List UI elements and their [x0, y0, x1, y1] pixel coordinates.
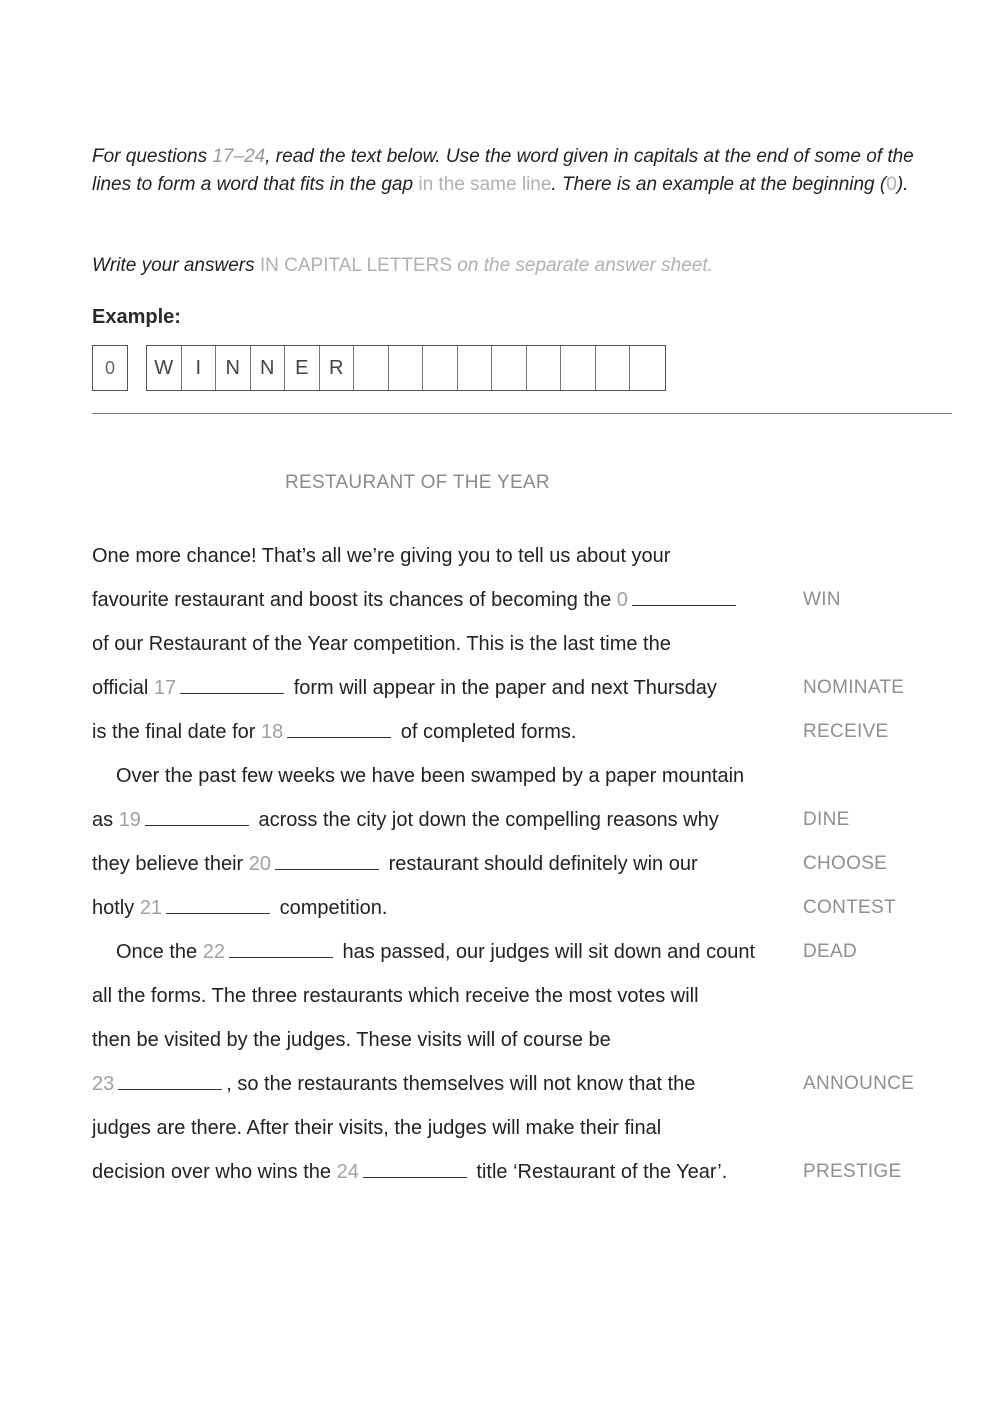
line-content — [92, 853, 698, 875]
question-number: 20 — [248, 853, 272, 875]
text-line — [92, 974, 952, 1018]
line-content — [92, 545, 670, 567]
letter-cell: E — [285, 346, 320, 390]
line-content — [92, 985, 699, 1007]
text-line — [92, 1062, 952, 1106]
answer-gap[interactable] — [363, 1163, 467, 1178]
example-letter-grid — [146, 345, 666, 391]
text-line — [92, 798, 952, 842]
line-text: of our Restaurant of the Year competition. This is the last time the — [92, 633, 671, 655]
line-content — [92, 1073, 695, 1095]
keyword: RECEIVE — [803, 721, 889, 742]
question-number: 0 — [616, 589, 628, 611]
line-text: of completed forms. — [395, 721, 577, 743]
question-number: 24 — [336, 1161, 359, 1183]
answer-gap[interactable] — [118, 1075, 222, 1090]
answer-gap[interactable] — [287, 723, 391, 738]
text-title: RESTAURANT OF THE YEAR — [285, 472, 550, 493]
text-line — [92, 930, 952, 974]
instr-text: For questions — [92, 146, 213, 167]
gapped-text — [92, 534, 952, 1194]
text-line — [92, 1106, 952, 1150]
line-text: One more chance! That’s all we’re giving you to tell us about your — [92, 545, 671, 567]
instr-text: . There is an example at the beginning ( — [551, 173, 887, 195]
question-number: 22 — [202, 941, 225, 963]
line-text: as — [92, 809, 119, 831]
keyword: DINE — [803, 809, 850, 830]
line-content — [92, 589, 740, 611]
letter-cell — [630, 346, 665, 390]
line-content — [92, 677, 717, 699]
text-line — [92, 710, 952, 754]
line-text: competition. — [274, 897, 388, 919]
line-text: official — [92, 677, 154, 699]
line-text: form will appear in the paper and next Thursday — [288, 677, 717, 699]
answer-instructions — [92, 252, 942, 279]
line-text: title ‘Restaurant of the Year’. — [470, 1161, 728, 1183]
line-text: , so the restaurants themselves will not know that the — [226, 1073, 696, 1095]
answer-gap[interactable] — [145, 811, 249, 826]
letter-cell: W — [147, 346, 182, 390]
line-text: restaurant should definitely win our — [383, 853, 698, 875]
line-content — [92, 765, 744, 787]
example-answer-box — [92, 345, 666, 391]
letter-cell — [527, 346, 562, 390]
line-text: Over the past few weeks we have been swamped by a paper mountain — [116, 765, 745, 787]
letter-cell: R — [320, 346, 355, 390]
same-line-phrase: in the same line — [418, 173, 552, 195]
line-text: they believe their — [92, 853, 249, 875]
text-line — [92, 886, 952, 930]
line-text: across the city jot down the compelling reasons why — [252, 809, 719, 831]
text-line — [92, 578, 952, 622]
instr-text: ). — [896, 173, 909, 195]
capital-letters-phrase: IN CAPITAL LETTERS — [259, 255, 453, 276]
letter-cell — [596, 346, 631, 390]
keyword: NOMINATE — [803, 677, 905, 698]
text-line — [92, 1150, 952, 1194]
line-content — [92, 1029, 611, 1051]
question-number: 21 — [139, 897, 163, 919]
keyword: ANNOUNCE — [803, 1073, 915, 1094]
line-text: has passed, our judges will sit down and count — [336, 941, 755, 963]
line-text: is the final date for — [92, 721, 261, 743]
text-line — [92, 1018, 952, 1062]
line-text: favourite restaurant and boost its chances of becoming the — [92, 589, 617, 611]
keyword: DEAD — [803, 941, 857, 962]
letter-cell — [561, 346, 596, 390]
text-line — [92, 666, 952, 710]
instructions-paragraph — [92, 143, 942, 198]
line-text: then be visited by the judges. These visits will of course be — [92, 1029, 611, 1051]
letter-cell: I — [182, 346, 217, 390]
instr-text: Write your answers — [92, 255, 260, 276]
line-text: hotly — [92, 897, 140, 919]
question-number: 19 — [118, 809, 141, 831]
question-range: 17–24 — [212, 146, 266, 167]
letter-cell: N — [251, 346, 286, 390]
line-content — [92, 897, 387, 919]
keyword: WIN — [803, 589, 841, 610]
letter-cell — [458, 346, 493, 390]
answer-gap[interactable] — [166, 899, 270, 914]
text-line — [92, 622, 952, 666]
keyword: PRESTIGE — [803, 1161, 902, 1182]
line-text: decision over who wins the — [92, 1161, 337, 1183]
text-line — [92, 842, 952, 886]
keyword: CONTEST — [803, 897, 896, 918]
letter-cell — [354, 346, 389, 390]
answer-gap[interactable] — [180, 679, 284, 694]
letter-cell — [423, 346, 458, 390]
text-line — [92, 534, 952, 578]
letter-cell: N — [216, 346, 251, 390]
line-content — [92, 721, 576, 743]
example-number-cell: 0 — [92, 345, 128, 391]
line-text: Once the — [116, 941, 203, 963]
example-zero: 0 — [886, 173, 897, 195]
keyword: CHOOSE — [803, 853, 888, 874]
line-content — [92, 1117, 661, 1139]
line-content — [92, 633, 671, 655]
line-content — [92, 809, 719, 831]
divider — [92, 413, 952, 414]
example-label: Example: — [92, 306, 181, 328]
answer-sheet-phrase: on the separate answer sheet. — [452, 255, 713, 276]
instr-text: , read the text below. Use the word given in capitals at the end of some of the lines to form a word that fits in the gap — [92, 146, 914, 195]
question-number: 18 — [260, 721, 284, 743]
line-content — [92, 1161, 727, 1183]
answer-gap[interactable] — [632, 591, 736, 606]
question-number: 17 — [153, 677, 177, 699]
line-content — [92, 941, 755, 963]
letter-cell — [389, 346, 424, 390]
question-number: 23 — [92, 1073, 115, 1095]
line-text: all the forms. The three restaurants which receive the most votes will — [92, 985, 699, 1007]
answer-gap[interactable] — [229, 943, 333, 958]
text-line — [92, 754, 952, 798]
letter-cell — [492, 346, 527, 390]
answer-gap[interactable] — [275, 855, 379, 870]
line-text: judges are there. After their visits, the judges will make their final — [92, 1117, 662, 1139]
